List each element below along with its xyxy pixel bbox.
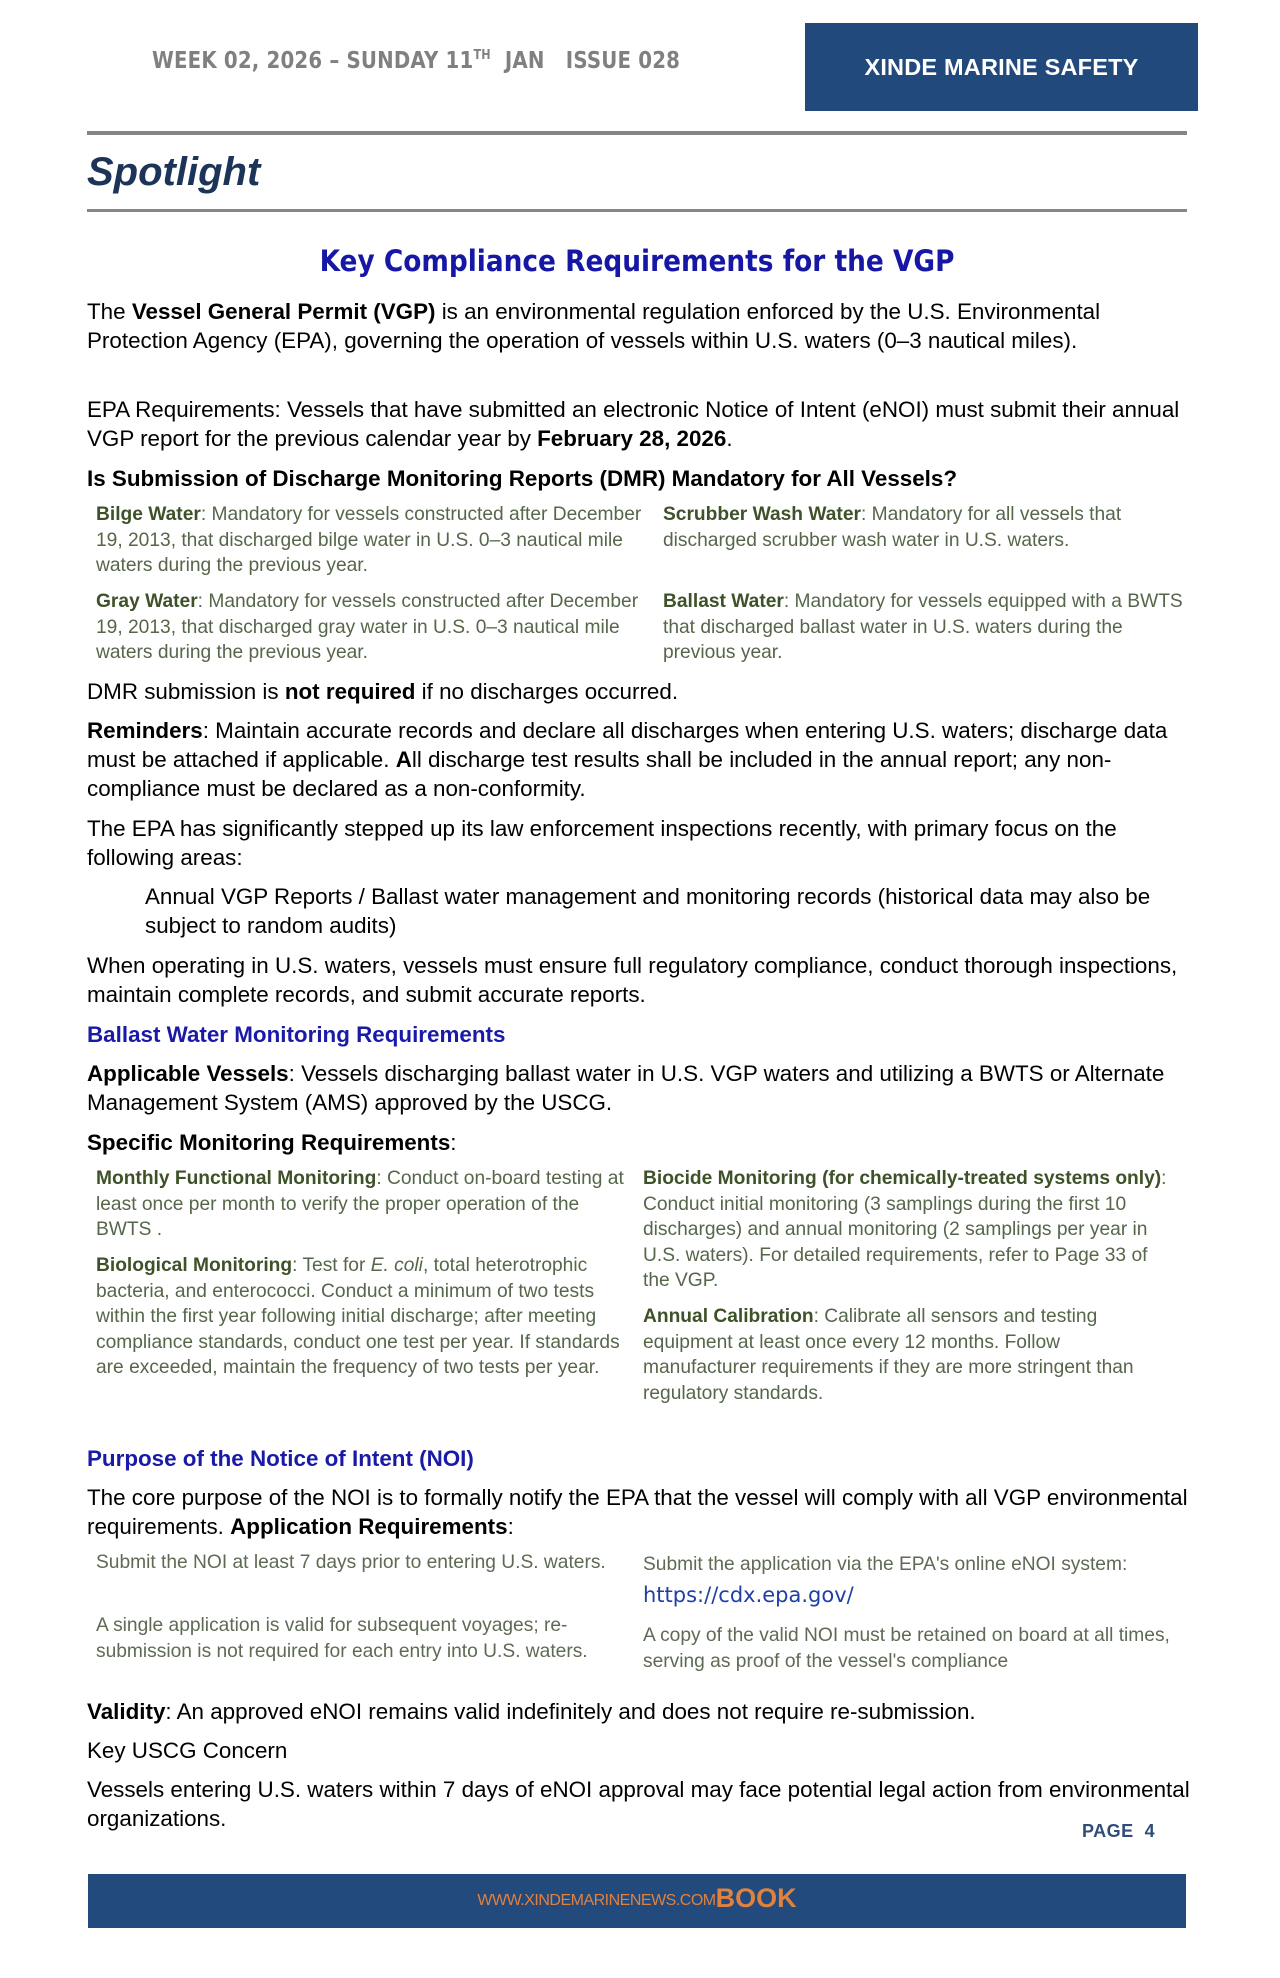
footer-website-link[interactable]: WWW.XINDEMARINENEWS.COM: [477, 1892, 716, 1909]
ballast-heading: Ballast Water Monitoring Requirements: [87, 1022, 506, 1047]
noi-item-online-system: Submit the application via the EPA's online eNOI system: https://cdx.epa.gov/: [643, 1554, 1128, 1607]
monitoring-item-calibration: Annual Calibration: Calibrate all sensors and testing equipment at least once every 12 months. Follow manufacturer requirements if they are more stringent than regulatory standards.: [643, 1306, 1134, 1404]
focus-area-item: Annual VGP Reports / Ballast water management and monitoring records (historical data may also be subject to random audits): [145, 884, 1151, 938]
brand-name: XINDE MARINE SAFETY: [864, 53, 1139, 80]
intro-paragraph: The Vessel General Permit (VGP) is an environmental regulation enforced by the U.S. Environmental Protection Agency (EPA), governing the operation of vessels within U.S. waters (0–3 nautical miles).: [87, 299, 1101, 353]
section-divider: [87, 209, 1187, 212]
dmr-question: Is Submission of Discharge Monitoring Reports (DMR) Mandatory for All Vessels?: [87, 466, 958, 491]
monitoring-item-biological: Biological Monitoring: Test for E. coli, total heterotrophic bacteria, and enterococci. Conduct a minimum of two tests within the first year following initial discharge; after meeting compliance standards, conduct one test per year. If standards are exceeded, maintain the frequency of two tests per year.: [96, 1255, 620, 1379]
issue-meta: WEEK 02, 2026 – SUNDAY 11TH JAN ISSUE 028: [152, 48, 681, 74]
enoi-link[interactable]: https://cdx.epa.gov/: [643, 1583, 854, 1607]
header-divider: [87, 131, 1187, 135]
uscg-paragraph: Vessels entering U.S. waters within 7 days of eNOI approval may face potential legal action from environmental organizations.: [87, 1777, 1190, 1831]
page-number: PAGE 4: [1082, 1821, 1156, 1841]
footer-book-label: BOOK: [715, 1882, 797, 1913]
footer-banner: [88, 1874, 1186, 1928]
dmr-item-scrubber: Scrubber Wash Water: Mandatory for all vessels that discharged scrubber wash water in U.S. waters.: [663, 504, 1122, 551]
monitoring-item-monthly: Monthly Functional Monitoring: Conduct on-board testing at least once per month to verify the proper operation of the BWTS .: [96, 1168, 624, 1241]
article-title: Key Compliance Requirements for the VGP: [319, 244, 955, 278]
dmr-item-bilge: Bilge Water: Mandatory for vessels constructed after December 19, 2013, that discharged bilge water in U.S. 0–3 nautical mile waters during the previous year.: [96, 504, 642, 577]
section-title: Spotlight: [87, 150, 261, 194]
applicable-vessels-paragraph: Applicable Vessels: Vessels discharging ballast water in U.S. VGP waters and utilizing a BWTS or Alternate Management System (AMS) approved by the USCG.: [87, 1061, 1165, 1115]
validity-paragraph: Validity: An approved eNOI remains valid indefinitely and does not require re-submission.: [87, 1699, 976, 1724]
dmr-item-ballast: Ballast Water: Mandatory for vessels equipped with a BWTS that discharged ballast water in U.S. waters during the previous year.: [663, 591, 1183, 664]
uscg-heading: Key USCG Concern: [87, 1738, 288, 1763]
reminders-paragraph: Reminders: Maintain accurate records and declare all discharges when entering U.S. waters; discharge data must be attached if applicable. All discharge test results shall be included in the annual report; any non-compliance must be declared as a non-conformity.: [87, 718, 1168, 801]
noi-intro-paragraph: The core purpose of the NOI is to formally notify the EPA that the vessel will comply with all VGP environmental requirements. Application Requirements:: [87, 1485, 1188, 1539]
noi-item-copy-onboard: A copy of the valid NOI must be retained on board at all times, serving as proof of the vessel's compliance: [643, 1625, 1170, 1672]
noi-heading: Purpose of the Notice of Intent (NOI): [87, 1446, 474, 1471]
dmr-note: DMR submission is not required if no discharges occurred.: [87, 679, 679, 704]
dmr-item-gray: Gray Water: Mandatory for vessels constructed after December 19, 2013, that discharged gray water in U.S. 0–3 nautical mile waters during the previous year.: [96, 591, 639, 664]
enforcement-paragraph: The EPA has significantly stepped up its law enforcement inspections recently, with primary focus on the following areas:: [87, 816, 1117, 870]
noi-item-timing: Submit the NOI at least 7 days prior to entering U.S. waters.: [96, 1552, 606, 1573]
epa-requirements-paragraph: EPA Requirements: Vessels that have submitted an electronic Notice of Intent (eNOI) must submit their annual VGP report for the previous calendar year by February 28, 2026.: [87, 397, 1180, 451]
operating-paragraph: When operating in U.S. waters, vessels must ensure full regulatory compliance, conduct thorough inspections, maintain complete records, and submit accurate reports.: [87, 953, 1178, 1007]
brand-banner: [805, 23, 1198, 111]
specific-monitoring-heading: Specific Monitoring Requirements:: [87, 1130, 457, 1155]
noi-item-single-application: A single application is valid for subsequent voyages; re-submission is not required for each entry into U.S. waters.: [96, 1615, 588, 1662]
monitoring-item-biocide: Biocide Monitoring (for chemically-treated systems only): Conduct initial monitoring (3 samplings during the first 10 discharges) and annual monitoring (2 samplings per year in U.S. waters). For detailed requirements, refer to Page 33 of the VGP.: [643, 1168, 1167, 1292]
